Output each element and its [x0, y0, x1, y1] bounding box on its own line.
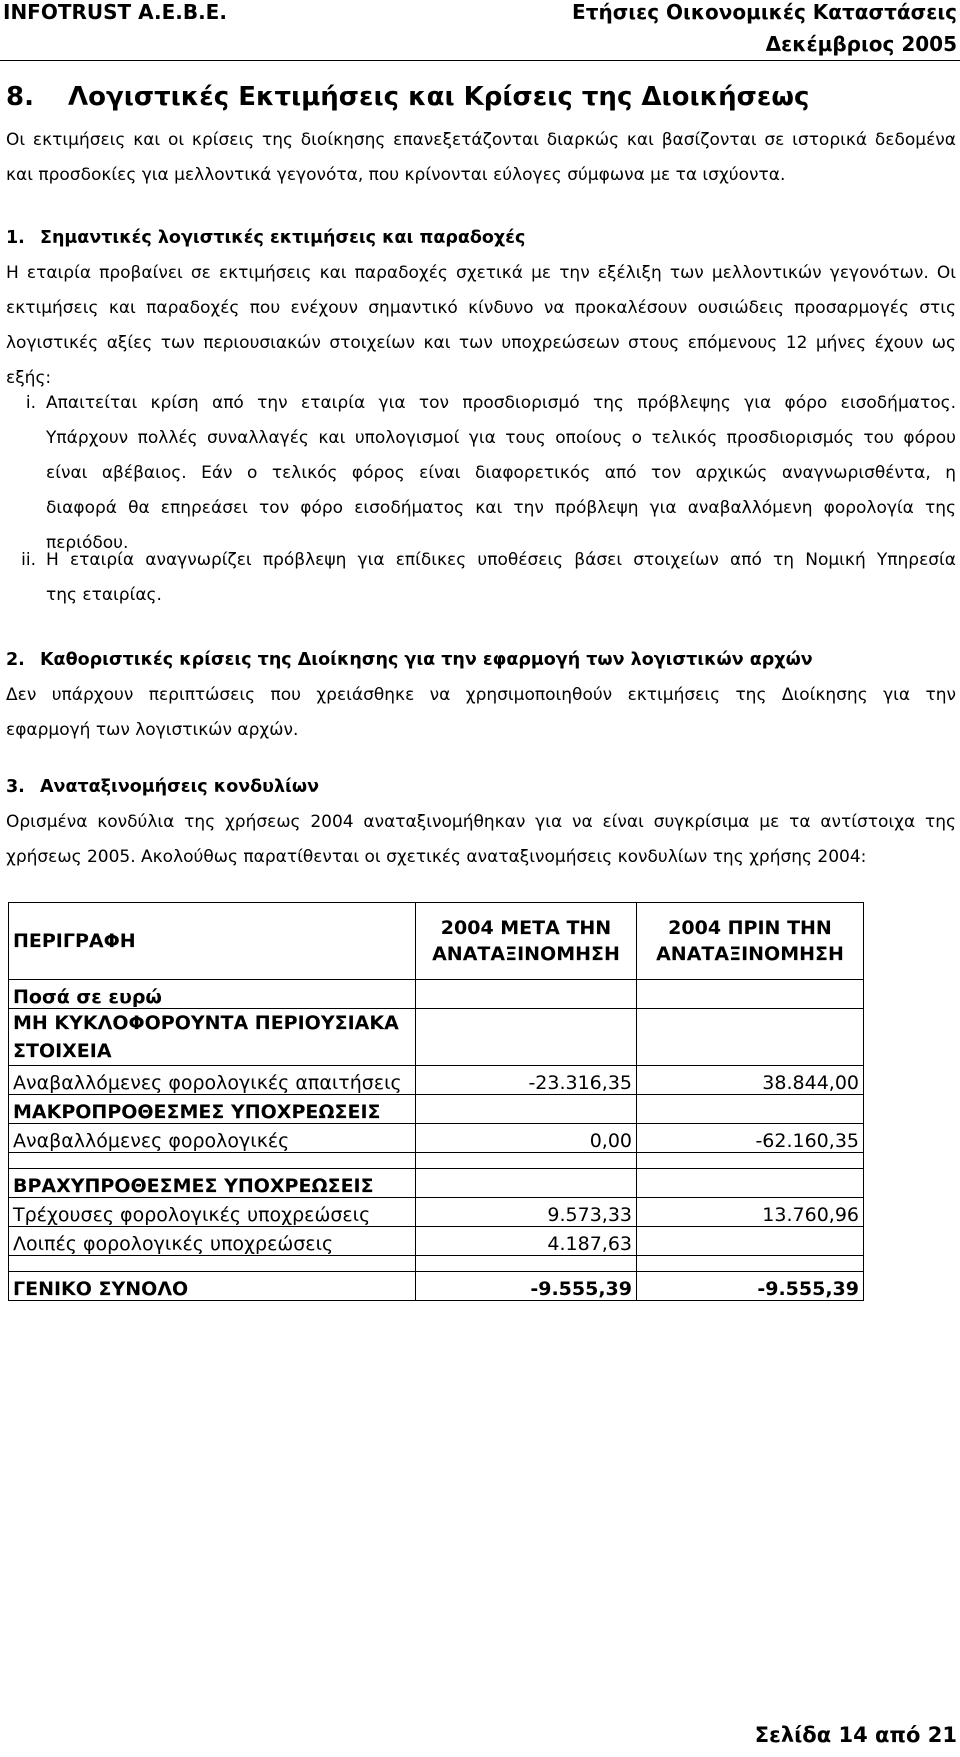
paragraph-line: εκτιμήσεις και παραδοχές που ενέχουν σημαντικό κίνδυνο να προκαλέσουν ουσιώδεις προσαρμογές στις: [6, 298, 956, 318]
table-cell: [637, 1009, 864, 1066]
page-number: Σελίδα 14 από 21: [754, 1723, 957, 1747]
table-cell: [416, 1095, 637, 1124]
table-row: [9, 980, 864, 1009]
value-before: 13.760,96: [637, 1198, 864, 1227]
column-header-after: 2004 ΜΕΤΑ ΤΗΝ ΑΝΑΤΑΞΙΝΟΜΗΣΗ: [416, 903, 637, 980]
paragraph-line: Η εταιρία προβαίνει σε εκτιμήσεις και παραδοχές σχετικά με την εξέλιξη των μελλοντικών γεγονότων. Οι: [6, 263, 956, 283]
table-cell: [416, 980, 637, 1009]
subsection-3: [6, 770, 956, 875]
total-after: -9.555,39: [416, 1272, 637, 1301]
reclassification-table: [8, 902, 859, 1321]
table-cell: [416, 1169, 637, 1198]
paragraph-line: Δεν υπάρχουν περιπτώσεις που χρειάσθηκε να χρησιμοποιηθούν εκτιμήσεις της Διοίκησης για την: [6, 685, 956, 705]
subsection-2: [6, 643, 956, 748]
subsection-number: 3.: [6, 777, 25, 797]
list-item-text: [46, 543, 956, 613]
group-heading: ΜΑΚΡΟΠΡΟΘΕΣΜΕΣ ΥΠΟΧΡΕΩΣΕΙΣ: [9, 1095, 416, 1124]
subsection-title: Αναταξινομήσεις κονδυλίων: [40, 777, 320, 797]
subsection-1: [6, 221, 956, 396]
spacer-row: [9, 1153, 864, 1169]
table-row: [9, 1169, 864, 1198]
table-cell: [637, 1095, 864, 1124]
list-line: Υπάρχουν πολλές συναλλαγές και υπολογισμοί για τους οποίους ο τελικός προσδιορισμός του φόρου: [46, 428, 956, 448]
paragraph-line: εφαρμογή των λογιστικών αρχών.: [6, 720, 299, 740]
value-after: 4.187,63: [416, 1227, 637, 1256]
value-before: [637, 1227, 864, 1256]
spacer-row: [9, 1256, 864, 1272]
table-row: [9, 1198, 864, 1227]
company-name: INFOTRUST A.E.B.E.: [3, 0, 227, 24]
group-heading: ΒΡΑΧΥΠΡΟΘΕΣΜΕΣ ΥΠΟΧΡΕΩΣΕΙΣ: [9, 1169, 416, 1198]
table-cell: [637, 1169, 864, 1198]
table-cell: [637, 1153, 864, 1169]
subsection-title: Καθοριστικές κρίσεις της Διοίκησης για την εφαρμογή των λογιστικών αρχών: [40, 650, 813, 670]
paragraph-line: Ορισμένα κονδύλια της χρήσεως 2004 αναταξινομήθηκαν για να είναι συγκρίσιμα με τα αντίστοιχα της: [6, 812, 956, 832]
row-label: Αναβαλλόμενες φορολογικές: [9, 1124, 416, 1153]
total-row: [9, 1272, 864, 1301]
total-label: ΓΕΝΙΚΟ ΣΥΝΟΛΟ: [9, 1272, 416, 1301]
row-label: Αναβαλλόμενες φορολογικές απαιτήσεις: [9, 1066, 416, 1095]
reclassification-grid: [8, 902, 864, 1301]
subsection-heading: [6, 643, 956, 678]
intro-line: Οι εκτιμήσεις και οι κρίσεις της διοίκησης επανεξετάζονται διαρκώς και βασίζονται σε ιστορικά δεδομένα: [6, 130, 956, 150]
table-row: [9, 1124, 864, 1153]
list-line: είναι αβέβαιος. Εάν ο τελικός φόρος είναι διαφορετικός από τον αρχικώς αναγνωρισθέντα, η: [46, 463, 956, 483]
subsection-number: 1.: [6, 228, 25, 248]
header-divider: [0, 60, 960, 61]
table-cell: [416, 1009, 637, 1066]
column-header-description: ΠΕΡΙΓΡΑΦΗ: [9, 903, 416, 980]
list-line: Απαιτείται κρίση από την εταιρία για τον προσδιορισμό της πρόβλεψης για φόρο εισοδήματος.: [46, 393, 956, 413]
list-line: περιόδου.: [46, 533, 129, 553]
intro-line: και προσδοκίες για μελλοντικά γεγονότα, που κρίνονται εύλογες σύμφωνα με τα ισχύοντα.: [6, 165, 786, 185]
column-header-before: 2004 ΠΡΙΝ ΤΗΝ ΑΝΑΤΑΞΙΝΟΜΗΣΗ: [637, 903, 864, 980]
row-label: Λοιπές φορολογικές υποχρεώσεις: [9, 1227, 416, 1256]
table-cell: [637, 980, 864, 1009]
list-line: Η εταιρία αναγνωρίζει πρόβλεψη για επίδικες υποθέσεις βάσει στοιχείων από τη Νομική Υπηρεσία: [46, 550, 956, 570]
value-after: -23.316,35: [416, 1066, 637, 1095]
subsection-title: Σημαντικές λογιστικές εκτιμήσεις και παραδοχές: [40, 228, 526, 248]
paragraph-line: χρήσεως 2005. Ακολούθως παρατίθενται οι σχετικές αναταξινομήσεις κονδυλίων της χρήσης 2004:: [6, 847, 867, 867]
table-header-row: [9, 903, 864, 980]
paragraph-line: εξής:: [6, 368, 52, 388]
subsection-heading: [6, 770, 956, 805]
table-row: [9, 1009, 864, 1066]
document-title: Ετήσιες Οικονομικές Καταστάσεις: [572, 0, 957, 24]
value-before: -62.160,35: [637, 1124, 864, 1153]
table-cell: [416, 1256, 637, 1272]
list-line: διαφορά θα επηρεάσει τον φόρο εισοδήματος και την πρόβλεψη για αναβαλλόμενη φορολογία της: [46, 498, 956, 518]
section-title: Λογιστικές Εκτιμήσεις και Κρίσεις της Διοικήσεως: [68, 82, 810, 112]
value-after: 9.573,33: [416, 1198, 637, 1227]
table-row: [9, 1066, 864, 1095]
currency-note: Ποσά σε ευρώ: [9, 980, 416, 1009]
section-number: 8.: [6, 82, 34, 112]
list-line: της εταιρίας.: [46, 585, 162, 605]
total-before: -9.555,39: [637, 1272, 864, 1301]
list-marker: i.: [25, 393, 36, 413]
section-intro: [6, 123, 956, 193]
paragraph-line: λογιστικές αξίες των περιουσιακών στοιχείων και των υποχρεώσεων στους επόμενους 12 μήνες έχουν ως: [6, 333, 956, 353]
table-cell: [9, 1153, 416, 1169]
list-item: [6, 543, 956, 615]
value-before: 38.844,00: [637, 1066, 864, 1095]
list-marker: ii.: [21, 550, 36, 570]
report-period: Δεκέμβριος 2005: [765, 32, 957, 56]
table-cell: [637, 1256, 864, 1272]
subsection-heading: [6, 221, 956, 256]
table-row: [9, 1227, 864, 1256]
table-row: [9, 1095, 864, 1124]
table-cell: [9, 1256, 416, 1272]
list-item-text: [46, 386, 956, 561]
table-cell: [416, 1153, 637, 1169]
subsection-number: 2.: [6, 650, 25, 670]
value-after: 0,00: [416, 1124, 637, 1153]
list-item: [6, 386, 956, 566]
row-label: Τρέχουσες φορολογικές υποχρεώσεις: [9, 1198, 416, 1227]
group-heading: ΜΗ ΚΥΚΛΟΦΟΡΟΥΝΤΑ ΠΕΡΙΟΥΣΙΑΚΑ ΣΤΟΙΧΕΙΑ: [9, 1009, 416, 1066]
